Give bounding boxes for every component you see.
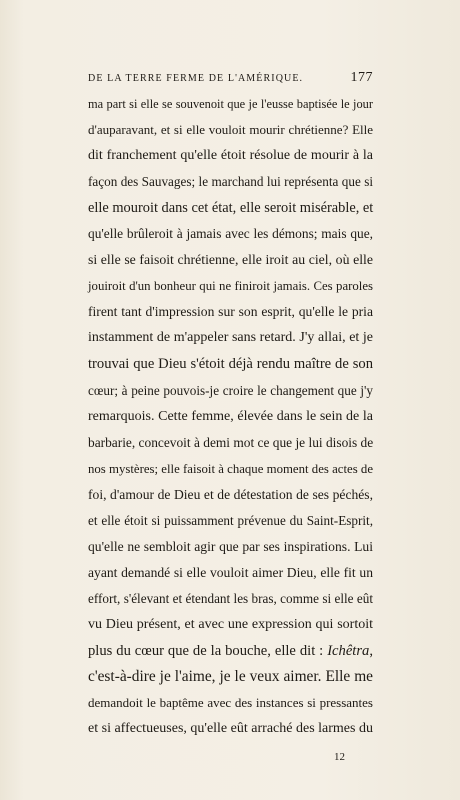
text-line: et elle étoit si puissamment prévenue du Saint-Esprit, <box>88 512 373 528</box>
italic-word: Ichêtra <box>327 642 370 659</box>
text-line: demandoit le baptême avec des instances si pressantes <box>88 695 373 711</box>
text-line-with-italic <box>88 638 373 664</box>
signature-mark: 12 <box>334 751 345 763</box>
text-line: remarquois. Cette femme, élevée dans le sein de la <box>88 408 373 424</box>
running-head <box>88 70 373 88</box>
text-line: nos mystères; elle faisoit à chaque moment des actes de <box>88 461 373 476</box>
text-line: jouiroit d'un bonheur qui ne finiroit jamais. Ces paroles <box>88 279 373 294</box>
text-line: effort, s'élevant et étendant les bras, comme si elle eût <box>88 590 373 606</box>
running-title: DE LA TERRE FERME DE L'AMÉRIQUE. <box>88 73 304 84</box>
text-line: ayant demandé si elle vouloit aimer Dieu, elle fit un <box>88 564 373 580</box>
text-fragment: plus du cœur que de la bouche, elle dit : <box>88 642 328 659</box>
text-line: elle mouroit dans cet état, elle seroit misérable, et <box>88 200 374 217</box>
text-line: foi, d'amour de Dieu et de détestation de ses péchés, <box>88 486 373 502</box>
text-line: trouvai que Dieu s'étoit déjà rendu maître de son <box>88 356 373 373</box>
page-number: 177 <box>350 70 373 85</box>
text-line: d'auparavant, et si elle vouloit mourir chrétienne? Elle <box>88 122 373 138</box>
text-line: si elle se faisoit chrétienne, elle iroit au ciel, où elle <box>88 252 373 268</box>
text-line: et si affectueuses, qu'elle eût arraché des larmes du <box>88 721 373 737</box>
text-fragment: , <box>369 642 373 659</box>
text-line: qu'elle ne sembloit agir que par ses inspirations. Lui <box>88 538 373 554</box>
text-line: ma part si elle se souvenoit que je l'eusse baptisée le jour <box>88 97 373 111</box>
text-line: vu Dieu présent, et avec une expression qui sortoit <box>88 616 373 632</box>
body-text <box>88 91 373 742</box>
text-line: instamment de m'appeler sans retard. J'y allai, et je <box>88 330 373 346</box>
text-line: firent tant d'impression sur son esprit, qu'elle le pria <box>88 304 373 320</box>
text-line: cœur; à peine pouvois-je croire le changement que j'y <box>88 382 373 398</box>
text-line: dit franchement qu'elle étoit résolue de mourir à la <box>88 148 373 164</box>
text-line: qu'elle brûleroit à jamais avec les démons; mais que, <box>88 226 373 242</box>
text-line: façon des Sauvages; le marchand lui représenta que si <box>88 174 373 190</box>
text-line: barbarie, concevoit à demi mot ce que je lui disois de <box>88 434 374 450</box>
text-line: c'est-à-dire je l'aime, je le veux aimer. Elle me <box>88 668 373 686</box>
